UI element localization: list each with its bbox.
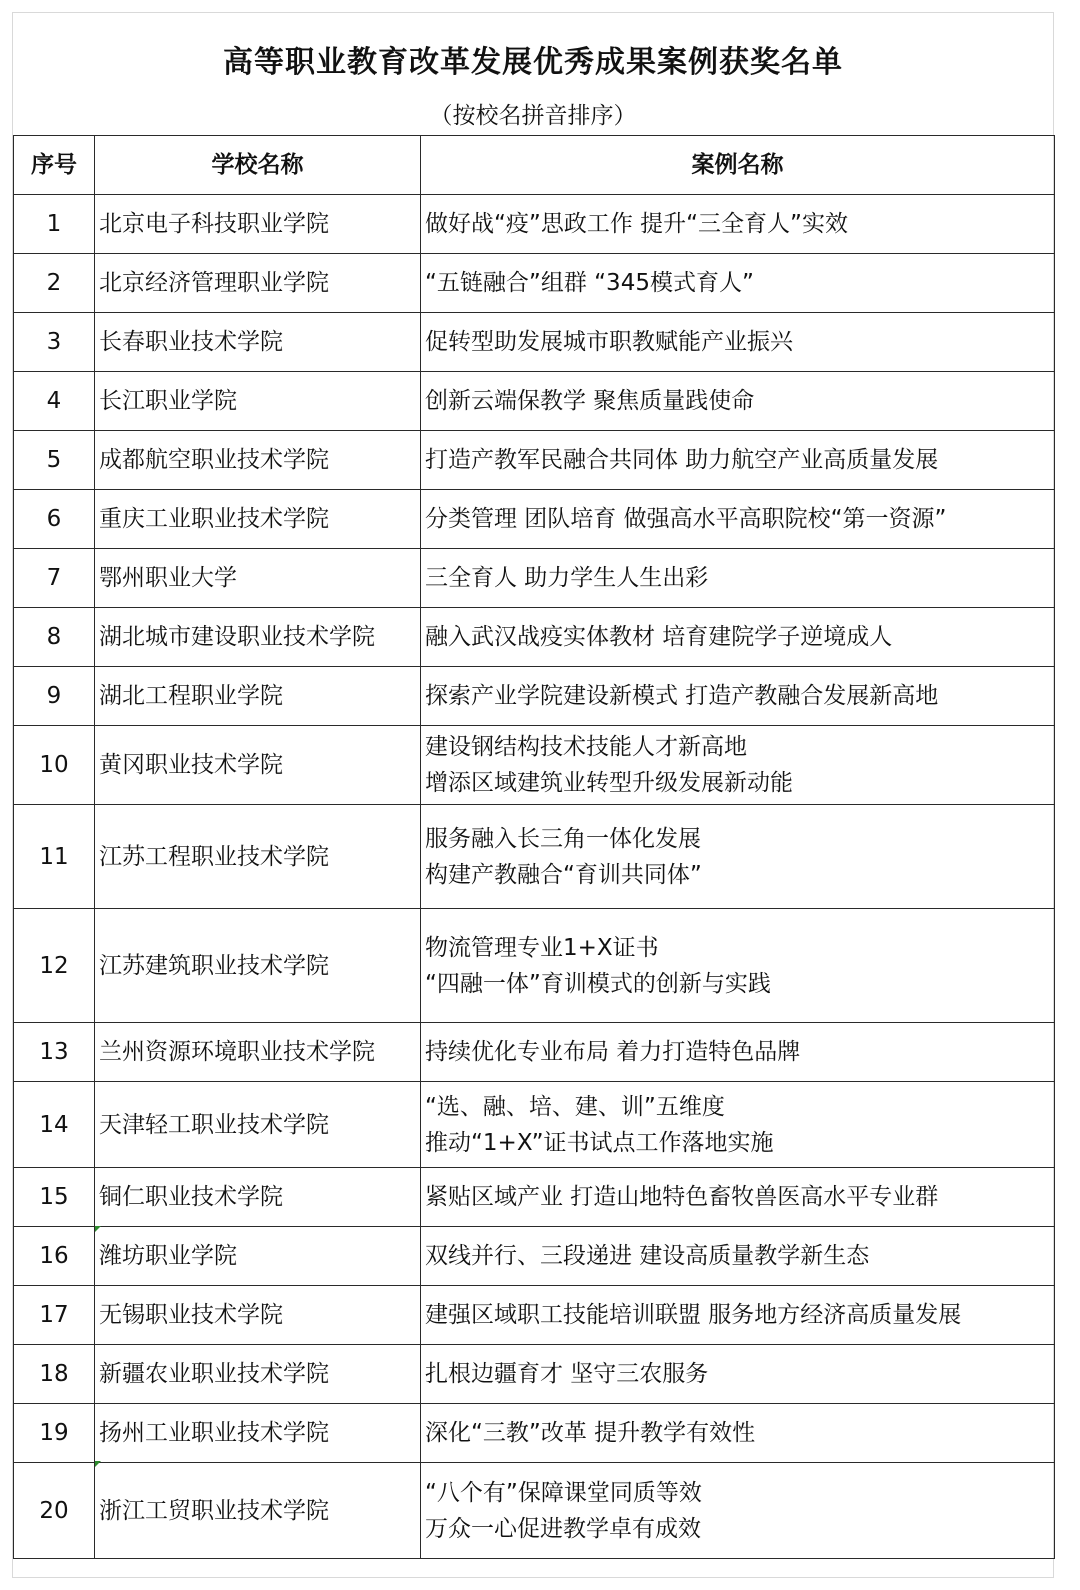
case-name [421,431,1055,490]
case-name [421,726,1055,805]
school-name: 兰州资源环境职业技术学院 [95,1023,421,1082]
case-name [421,372,1055,431]
row-number: 19 [14,1404,95,1463]
case-name [421,490,1055,549]
school-name: 新疆农业职业技术学院 [95,1345,421,1404]
case-name-line: 做好战“疫”思政工作 提升“三全育人”实效 [425,211,848,237]
row-number: 7 [14,549,95,608]
table-row [14,490,1055,549]
table-row [14,1345,1055,1404]
case-name-line: 万众一心促进教学卓有成效 [425,1515,701,1542]
case-name-line: 创新云端保教学 聚焦质量践使命 [425,388,755,414]
row-number: 8 [14,608,95,667]
case-name [421,313,1055,372]
case-name [421,909,1055,1023]
row-number: 10 [14,726,95,805]
table-row [14,549,1055,608]
case-name [421,1286,1055,1345]
case-name-line: 持续优化专业布局 着力打造特色品牌 [425,1039,801,1065]
case-name-line: 增添区域建筑业转型升级发展新动能 [425,770,793,796]
document-title: 高等职业教育改革发展优秀成果案例获奖名单 [223,45,843,80]
header-case: 案例名称 [421,136,1055,195]
school-name: 重庆工业职业技术学院 [95,490,421,549]
table-row [14,1168,1055,1227]
case-name-line: 三全育人 助力学生人生出彩 [425,565,709,591]
document-sheet [12,12,1054,1578]
table-row [14,431,1055,490]
case-name-line: “选、融、培、建、训”五维度 [425,1093,725,1120]
header-school: 学校名称 [95,136,421,195]
case-name-line: 建设钢结构技术技能人才新高地 [425,734,747,760]
case-name-line: 融入武汉战疫实体教材 培育建院学子逆境成人 [425,624,893,650]
school-name: 黄冈职业技术学院 [95,726,421,805]
row-number: 1 [14,195,95,254]
case-name [421,549,1055,608]
table-row [14,195,1055,254]
school-name: 江苏建筑职业技术学院 [95,909,421,1023]
table-row [14,254,1055,313]
header-row [14,136,1055,195]
case-name [421,1404,1055,1463]
case-name [421,608,1055,667]
cell-marker [95,1226,101,1232]
table-row [14,805,1055,909]
case-name [421,1345,1055,1404]
case-name-line: 分类管理 团队培育 做强高水平高职院校“第一资源” [425,506,947,532]
table-body [14,195,1055,1559]
school-name: 长江职业学院 [95,372,421,431]
table-row [14,1404,1055,1463]
case-name-line: 打造产教军民融合共同体 助力航空产业高质量发展 [425,447,939,473]
table-row [14,1082,1055,1168]
school-name: 成都航空职业技术学院 [95,431,421,490]
row-number: 3 [14,313,95,372]
case-name [421,667,1055,726]
case-name [421,1082,1055,1168]
school-name: 北京经济管理职业学院 [95,254,421,313]
school-name: 北京电子科技职业学院 [95,195,421,254]
school-name: 铜仁职业技术学院 [95,1168,421,1227]
row-number: 15 [14,1168,95,1227]
case-name [421,1023,1055,1082]
case-name [421,254,1055,313]
school-name: 扬州工业职业技术学院 [95,1404,421,1463]
school-name: 鄂州职业大学 [95,549,421,608]
case-name-line: 紧贴区域产业 打造山地特色畜牧兽医高水平专业群 [425,1184,939,1210]
document-subtitle: （按校名拼音排序） [429,103,637,129]
table-row [14,1463,1055,1559]
row-number: 9 [14,667,95,726]
case-name [421,1227,1055,1286]
case-name-line: 探索产业学院建设新模式 打造产教融合发展新高地 [425,683,939,709]
row-number: 13 [14,1023,95,1082]
school-name: 长春职业技术学院 [95,313,421,372]
case-name-line: 扎根边疆育才 坚守三农服务 [425,1361,709,1387]
school-name: 无锡职业技术学院 [95,1286,421,1345]
table-row [14,372,1055,431]
school-name: 湖北城市建设职业技术学院 [95,608,421,667]
row-number: 17 [14,1286,95,1345]
table-row [14,909,1055,1023]
case-name-line: “八个有”保障课堂同质等效 [425,1479,702,1506]
table-row [14,313,1055,372]
row-number: 11 [14,805,95,909]
table-row [14,726,1055,805]
school-name: 天津轻工职业技术学院 [95,1082,421,1168]
case-name [421,805,1055,909]
school-name: 江苏工程职业技术学院 [95,805,421,909]
cell-marker [95,1461,101,1467]
school-name: 湖北工程职业学院 [95,667,421,726]
table-row [14,1227,1055,1286]
table-row [14,667,1055,726]
case-name-line: 物流管理专业1+X证书 [425,934,659,961]
case-name-line: “五链融合”组群 “345模式育人” [425,270,754,296]
school-name: 浙江工贸职业技术学院 [95,1463,421,1559]
case-name-line: 服务融入长三角一体化发展 [425,825,701,852]
case-name-line: 促转型助发展城市职教赋能产业振兴 [425,329,793,355]
header-num: 序号 [14,136,95,195]
case-name-line: 双线并行、三段递进 建设高质量教学新生态 [425,1243,870,1269]
row-number: 12 [14,909,95,1023]
row-number: 6 [14,490,95,549]
row-number: 2 [14,254,95,313]
school-name: 潍坊职业学院 [95,1227,421,1286]
case-name-line: “四融一体”育训模式的创新与实践 [425,970,771,997]
row-number: 20 [14,1463,95,1559]
row-number: 18 [14,1345,95,1404]
case-name-line: 推动“1+X”证书试点工作落地实施 [425,1129,774,1156]
case-name-line: 建强区域职工技能培训联盟 服务地方经济高质量发展 [425,1302,962,1328]
case-name [421,1463,1055,1559]
row-number: 16 [14,1227,95,1286]
awards-table [13,135,1055,1559]
row-number: 14 [14,1082,95,1168]
case-name [421,195,1055,254]
table-row [14,608,1055,667]
row-number: 5 [14,431,95,490]
row-number: 4 [14,372,95,431]
table-row [14,1023,1055,1082]
case-name-line: 构建产教融合“育训共同体” [425,861,702,888]
table-row [14,1286,1055,1345]
case-name-line: 深化“三教”改革 提升教学有效性 [425,1420,756,1446]
case-name [421,1168,1055,1227]
